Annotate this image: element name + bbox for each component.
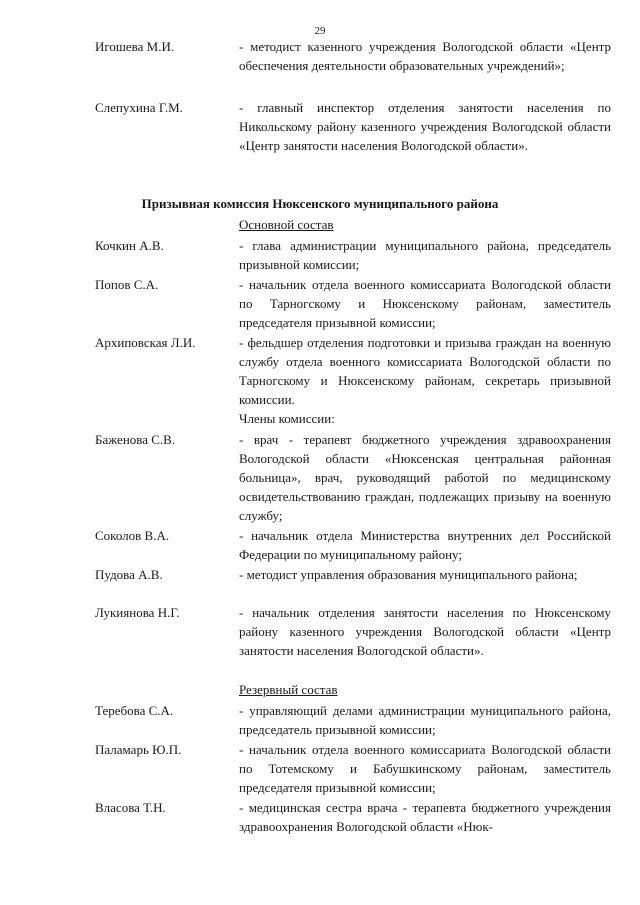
members-label: Члены комиссии: xyxy=(239,411,335,426)
person-name: Архиповская Л.И. xyxy=(95,335,196,350)
person-name: Лукиянова Н.Г. xyxy=(95,605,180,620)
person-position: - начальник отделения занятости населения по Нюксенскому району казенного учреждения Вологодской области «Центр занятости населения Вологодской области». xyxy=(239,605,611,658)
reserve-composition-label: Резервный состав xyxy=(239,682,338,697)
person-name: Паламарь Ю.П. xyxy=(95,742,182,757)
person-name: Попов С.А. xyxy=(95,277,159,292)
person-position: - главный инспектор отделения занятости населения по Никольскому району казенного учреждения Вологодской области «Центр занятости населения Вологодской области». xyxy=(239,100,611,153)
person-position: - управляющий делами администрации муниципального района, председатель призывной комиссии; xyxy=(239,703,611,737)
person-position: - начальник отдела военного комиссариата Вологодской области по Тарногскому и Нюксенскому районам, заместитель председателя призывной комиссии; xyxy=(239,277,611,330)
person-name: Теребова С.А. xyxy=(95,703,174,718)
person-position: - медицинская сестра врача - терапевта бюджетного учреждения здравоохранения Вологодской области «Нюк- xyxy=(239,800,611,834)
person-name: Кочкин А.В. xyxy=(95,238,164,253)
section-title: Призывная комиссия Нюксенского муниципального района xyxy=(141,196,499,211)
page-number: 29 xyxy=(314,25,326,37)
person-position: - начальник отдела военного комиссариата Вологодской области по Тотемскому и Бабушкинскому районам, заместитель председателя призывной комиссии; xyxy=(239,742,611,795)
person-position: - начальник отдела Министерства внутренних дел Российской Федерации по муниципальному району; xyxy=(239,528,611,562)
person-position: - методист управления образования муниципального района; xyxy=(239,567,578,582)
person-position: - фельдшер отделения подготовки и призыва граждан на военную службу отдела военного комиссариата Вологодской области по Тарногскому и Нюксенскому районам, секретарь призывной комиссии. xyxy=(239,335,611,407)
person-name: Власова Т.Н. xyxy=(95,800,166,815)
person-name: Соколов В.А. xyxy=(95,528,170,543)
person-name: Игошева М.И. xyxy=(95,39,175,54)
person-name: Баженова С.В. xyxy=(95,432,176,447)
person-position: - глава администрации муниципального района, председатель призывной комиссии; xyxy=(239,238,611,272)
person-name: Пудова А.В. xyxy=(95,567,163,582)
person-name: Слепухина Г.М. xyxy=(95,100,183,115)
main-composition-label: Основной состав xyxy=(239,217,334,232)
person-position: - врач - терапевт бюджетного учреждения здравоохранения Вологодской области «Нюксенская центральная районная больница», врач, руководящий работой по медицинскому освидетельствованию граждан, подлежащих призыву на военную службу; xyxy=(239,432,611,523)
person-position: - методист казенного учреждения Вологодской области «Центр обеспечения деятельности образовательных учреждений»; xyxy=(239,39,611,73)
